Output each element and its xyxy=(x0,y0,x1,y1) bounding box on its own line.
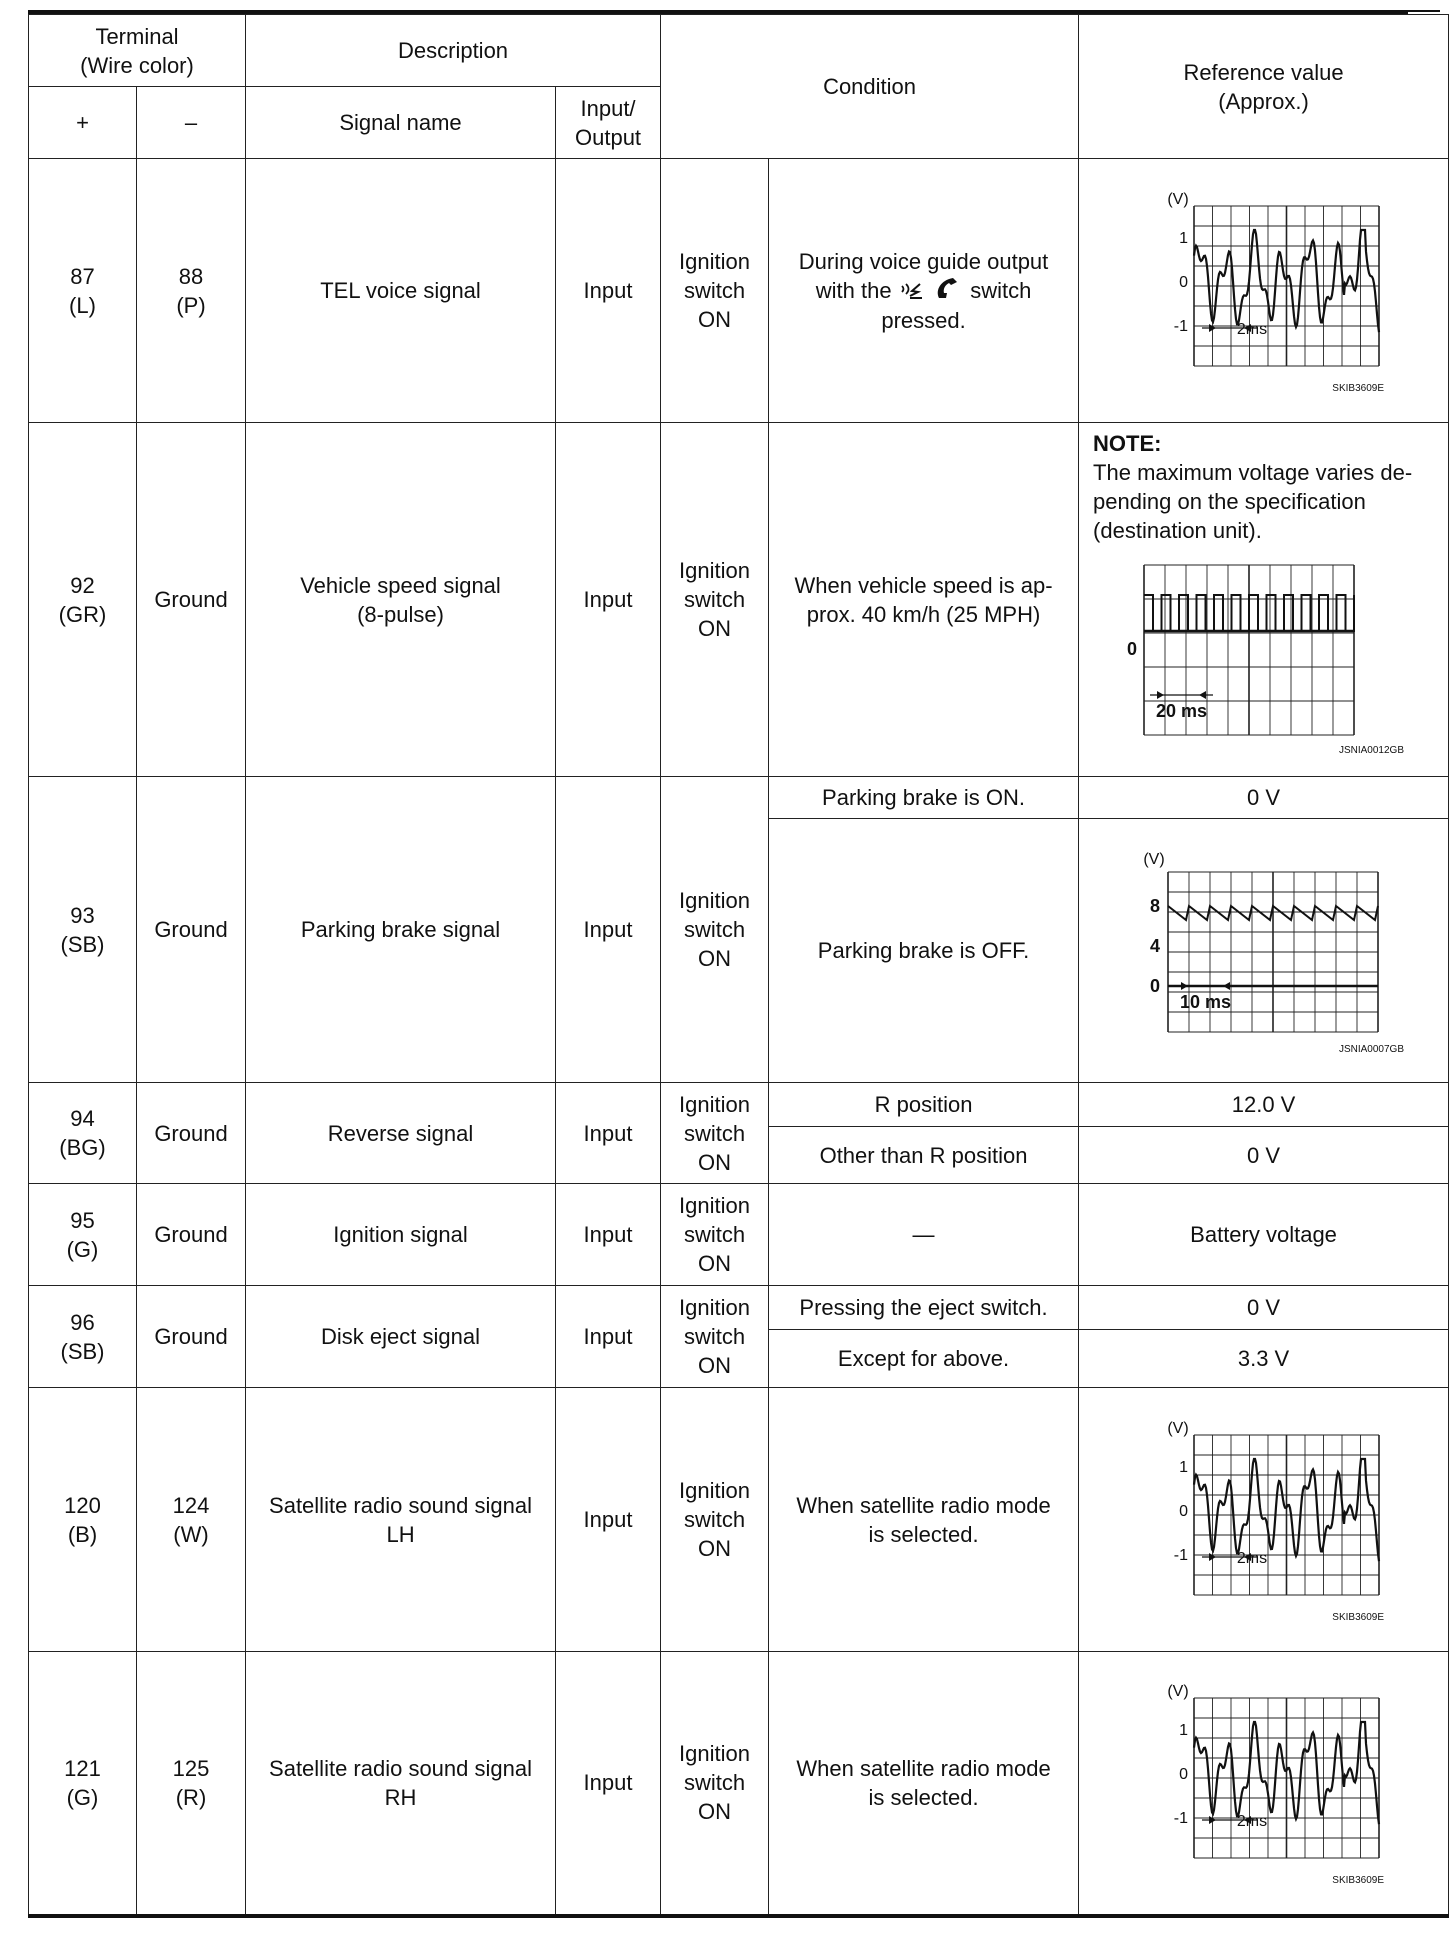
time-scale-label: 2ms xyxy=(1236,1549,1267,1567)
y-tick-label: -1 xyxy=(1173,317,1188,335)
signal-name: Vehicle speed signal (8-pulse) xyxy=(246,423,556,777)
table-row xyxy=(29,1184,1449,1286)
y-tick-label: 1 xyxy=(1178,1458,1188,1476)
time-scale-label: 2ms xyxy=(1236,320,1267,338)
y-tick-label: -1 xyxy=(1173,1546,1188,1564)
waveform-grid xyxy=(1194,1698,1379,1858)
table-row xyxy=(29,1286,1449,1330)
y-tick-label: 4 xyxy=(1149,935,1160,956)
condition-cell: When satellite radio mode is selected. xyxy=(769,1652,1079,1916)
plus-header: + xyxy=(29,87,137,159)
ignition-cell: Ignition switch ON xyxy=(661,1083,769,1184)
arrow-icon xyxy=(1223,982,1230,990)
time-scale-label: 20 ms xyxy=(1155,701,1207,721)
reference-waveform-cell xyxy=(1079,1388,1449,1652)
signal-name: Satellite radio sound signal LH xyxy=(246,1388,556,1652)
waveform-grid xyxy=(1194,1435,1379,1595)
io-cell: Input xyxy=(556,1652,661,1916)
terminal-spec-table xyxy=(28,14,1449,1918)
reference-value: 3.3 V xyxy=(1079,1330,1449,1388)
minus-terminal: Ground xyxy=(137,423,246,777)
figure-code: JSNIA0007GB xyxy=(1338,1043,1404,1055)
y-tick-label: 0 xyxy=(1149,975,1160,996)
reference-value: 0 V xyxy=(1079,777,1449,819)
top-rule-tail xyxy=(1408,10,1440,12)
waveform-chart xyxy=(1114,844,1414,1058)
plus-terminal: 120 (B) xyxy=(29,1388,137,1652)
time-scale-label: 10 ms xyxy=(1179,991,1231,1012)
y-tick-label: 0 xyxy=(1178,1502,1188,1520)
io-cell: Input xyxy=(556,423,661,777)
minus-terminal: 124 (W) xyxy=(137,1388,246,1652)
io-cell: Input xyxy=(556,1083,661,1184)
y-tick-label: -1 xyxy=(1173,1809,1188,1827)
ignition-cell: Ignition switch ON xyxy=(661,1388,769,1652)
signal-name: TEL voice signal xyxy=(246,159,556,423)
reference-waveform-cell xyxy=(1079,1652,1449,1916)
io-cell: Input xyxy=(556,1388,661,1652)
signal-name: Satellite radio sound signal RH xyxy=(246,1652,556,1916)
y-tick-label: 8 xyxy=(1149,895,1160,916)
table-row xyxy=(29,423,1449,777)
table-row xyxy=(29,1652,1449,1916)
condition-cell: Parking brake is OFF. xyxy=(769,819,1079,1083)
condition-cell: During voice guide output with the switch pressed. xyxy=(769,159,1079,423)
condition-header: Condition xyxy=(661,15,1079,159)
unit-label: (V) xyxy=(1166,1682,1189,1700)
reference-value-header: Reference value (Approx.) xyxy=(1079,15,1449,159)
figure-code: JSNIA0012GB xyxy=(1338,745,1404,756)
unit-label: (V) xyxy=(1166,190,1189,208)
ignition-cell: Ignition switch ON xyxy=(661,777,769,1083)
condition-cell: When satellite radio mode is selected. xyxy=(769,1388,1079,1652)
y-tick-label: 0 xyxy=(1126,639,1137,659)
waveform-chart xyxy=(1134,186,1394,396)
plus-terminal: 121 (G) xyxy=(29,1652,137,1916)
header-row-1 xyxy=(29,15,1449,87)
plus-terminal: 87 (L) xyxy=(29,159,137,423)
voice-icon xyxy=(898,276,933,306)
note-text: NOTE: The maximum voltage varies de- pending on the specification (destination unit). xyxy=(1093,431,1413,543)
signal-name-header: Signal name xyxy=(246,87,556,159)
plus-terminal: 94 (BG) xyxy=(29,1083,137,1184)
minus-terminal: Ground xyxy=(137,777,246,1083)
ignition-cell: Ignition switch ON xyxy=(661,1286,769,1388)
table-row xyxy=(29,1388,1449,1652)
waveform-trace xyxy=(1144,595,1354,631)
ignition-cell: Ignition switch ON xyxy=(661,423,769,777)
reference-value: 0 V xyxy=(1079,1286,1449,1330)
minus-terminal: 125 (R) xyxy=(137,1652,246,1916)
y-tick-label: 1 xyxy=(1178,1721,1188,1739)
unit-label: (V) xyxy=(1166,1419,1189,1437)
time-scale-label: 2ms xyxy=(1236,1812,1267,1830)
reference-waveform-cell xyxy=(1079,819,1449,1083)
io-cell: Input xyxy=(556,1184,661,1286)
reference-value: 0 V xyxy=(1079,1127,1449,1184)
plus-terminal: 93 (SB) xyxy=(29,777,137,1083)
reference-value: Battery voltage xyxy=(1079,1184,1449,1286)
minus-terminal: Ground xyxy=(137,1083,246,1184)
io-cell: Input xyxy=(556,1286,661,1388)
arrow-icon xyxy=(1199,691,1206,699)
figure-code: SKIB3609E xyxy=(1331,382,1384,394)
waveform-chart xyxy=(1134,1678,1394,1888)
plus-terminal: 95 (G) xyxy=(29,1184,137,1286)
ignition-cell: Ignition switch ON xyxy=(661,159,769,423)
arrow-icon xyxy=(1181,982,1188,990)
io-cell: Input xyxy=(556,777,661,1083)
unit-label: (V) xyxy=(1142,850,1165,868)
condition-cell: — xyxy=(769,1184,1079,1286)
plus-terminal: 92 (GR) xyxy=(29,423,137,777)
table-row xyxy=(29,1083,1449,1127)
reference-value: 12.0 V xyxy=(1079,1083,1449,1127)
signal-name: Reverse signal xyxy=(246,1083,556,1184)
figure-code: SKIB3609E xyxy=(1331,1874,1384,1886)
signal-name: Disk eject signal xyxy=(246,1286,556,1388)
table-row xyxy=(29,159,1449,423)
signal-name: Ignition signal xyxy=(246,1184,556,1286)
waveform-chart xyxy=(1114,545,1414,759)
terminal-header: Terminal (Wire color) xyxy=(29,15,246,87)
minus-header: – xyxy=(137,87,246,159)
plus-terminal: 96 (SB) xyxy=(29,1286,137,1388)
minus-terminal: 88 (P) xyxy=(137,159,246,423)
minus-terminal: Ground xyxy=(137,1286,246,1388)
ignition-cell: Ignition switch ON xyxy=(661,1184,769,1286)
condition-cell: When vehicle speed is ap- prox. 40 km/h (25 MPH) xyxy=(769,423,1079,777)
ignition-cell: Ignition switch ON xyxy=(661,1652,769,1916)
signal-name: Parking brake signal xyxy=(246,777,556,1083)
arrow-icon xyxy=(1157,691,1164,699)
figure-code: SKIB3609E xyxy=(1331,1611,1384,1623)
condition-cell: Pressing the eject switch. xyxy=(769,1286,1079,1330)
table-row xyxy=(29,777,1449,819)
condition-cell: R position xyxy=(769,1083,1079,1127)
condition-cell: Other than R position xyxy=(769,1127,1079,1184)
input-output-header: Input/ Output xyxy=(556,87,661,159)
reference-waveform-cell xyxy=(1079,159,1449,423)
y-tick-label: 0 xyxy=(1178,273,1188,291)
io-cell: Input xyxy=(556,159,661,423)
description-header: Description xyxy=(246,15,661,87)
waveform-chart xyxy=(1134,1415,1394,1625)
condition-cell: Parking brake is ON. xyxy=(769,777,1079,819)
reference-waveform-cell xyxy=(1079,423,1449,777)
minus-terminal: Ground xyxy=(137,1184,246,1286)
y-tick-label: 1 xyxy=(1178,229,1188,247)
phone-icon xyxy=(933,276,970,306)
y-tick-label: 0 xyxy=(1178,1765,1188,1783)
condition-cell: Except for above. xyxy=(769,1330,1079,1388)
waveform-grid xyxy=(1194,206,1379,366)
